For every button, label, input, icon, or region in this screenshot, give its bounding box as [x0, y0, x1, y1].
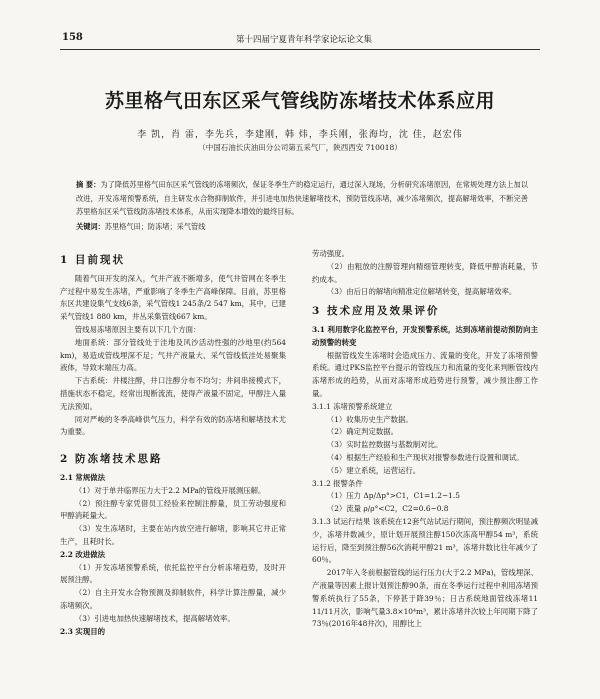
formula-line: （1）压力 Δp/Δp°>C1，C1=1.2~1.5	[326, 491, 460, 501]
section-heading: 2 防冻堵技术思路	[60, 453, 163, 466]
paragraph: （2）自主开发水合物预测及抑制软件，科学计算注醇量，减少冻堵频次。	[60, 588, 286, 610]
paragraph: （1）开发冻堵预警系统，依托监控平台分析冻堵趋势，及时开展预注醇。	[60, 562, 286, 585]
list-item: （5）建立系统，运营运行。	[326, 465, 421, 475]
paragraph: （3）发生冻堵时，主要在站内放空进行解堵，影响其它井正常生产，且耗时长。	[60, 524, 286, 546]
list-item: （3）实时监控数据与基数制对比。	[326, 440, 443, 450]
paragraph: 随着气田开发的深入，气井产液不断增多，使气井管网在冬季生产过程中易发生冻堵，严重影响了冬季生产高峰保障。目前，苏里格东区共建设集气支线6条，采气管线1 245条/2 547 km，其中，已建采气管线1 880 km，井丛采集管线667 km。	[60, 273, 286, 322]
keywords	[76, 222, 528, 232]
left-column	[60, 248, 286, 638]
subsubsection-heading: 3.1.1 冻堵预警系统建立	[312, 401, 393, 411]
paragraph: 下古系统：井楼注醇，井口注醇分布不均匀；井间串接模式下，措施状态不稳定，经常出现断流流，使得产液量不固定，甲醇注入量无法预知。	[60, 376, 286, 411]
paper-title: 苏里格气田东区采气管线防冻堵技术体系应用	[104, 90, 495, 112]
abstract-label: 摘 要：	[76, 180, 101, 189]
paragraph: 3.1.3 试运行结果 该系统在12套气站试运行期间，预注醇频次明显减少，冻堵井数减少，原计划开展预注醇150次冻高甲醇54 m³，系统运行后，降至到预注醇56次消耗甲醇21 m³，冻堵井数比往年减少了60％。	[312, 516, 538, 565]
list-item: （4）根据生产经验和生产现状对报警参数进行设置和调试。	[326, 452, 524, 462]
paragraph: （3）由后日的解堵向精准定位解堵转变，提高解堵效率。	[326, 287, 517, 297]
right-column	[312, 248, 538, 631]
formula-line: （2）流量 ρ/ρ°<C2，C2=0.6~0.8	[326, 504, 449, 514]
subsubsection-heading: 3.1.2 报警条件	[312, 478, 363, 488]
page-number: 158	[62, 32, 83, 43]
paragraph: 管线易冻堵原因主要有以下几个方面：	[74, 324, 201, 334]
affiliation: （中国石油长庆油田分公司第五采气厂，陕西西安 710018）	[198, 143, 402, 152]
subsection-heading: 2.1 常规做法	[60, 472, 105, 482]
paragraph: 2017年入冬前根据管线的运行压力(大于2.2 MPa)，管线埋深、产液量等因素上报计划预注醇90条，而在冬季运行过程中利用冻堵预警系统执行了55条，下停甚于降39％；日古系统地面管线冻堵11 11/11月次，影响气量3.8×10⁴m³，累计冻堵井次较上年同期下降了73％(2016年48井次)，用醇比上	[312, 568, 538, 629]
keywords-label: 关键词：	[76, 222, 105, 231]
header-rule	[60, 49, 540, 50]
subsection-heading: 3.1 利用数字化监控平台，开发预警系统，达到冻堵前提动预防向主动预警的转变	[312, 324, 538, 347]
subsection-heading: 2.2 改进做法	[60, 549, 105, 559]
section-heading: 3 技术应用及效果评价	[312, 305, 440, 318]
paragraph: 地面系统：部分管线处于洼地及风沙活动性强的沙地里(约564 km)，易造成管线埋深不足；气井产液量大、采气管线低洼处易聚集液体，导致末端压力高。	[60, 337, 286, 373]
journal-title: 第十四届宁夏青年科学家论坛论文集	[236, 35, 373, 45]
paragraph: （3）引进电加热快速解堵技术，提高解堵效率。	[74, 613, 235, 623]
abstract	[76, 178, 528, 219]
list-item: （2）确定判定数据。	[326, 427, 399, 437]
section-heading: 1 目前现状	[60, 254, 125, 266]
author-list: 李 凯，肖 雷，李先兵，李建刚，韩 炜，李兵刚，张海均，沈 佳，赵宏伟	[137, 130, 463, 140]
list-item: （1）收集历史生产数据。	[326, 414, 413, 424]
paragraph: （2）由粗放的注醇管理向精细管理转变，降低甲醇消耗量，节约成本。	[312, 261, 538, 284]
paragraph: （1）对于单井临界压力大于2.2 MPa的管线开展测压解。	[74, 485, 266, 495]
paragraph: （2）预注醇专家凭借员工经验来控制注醇量，员工劳动强度和甲醇消耗量大。	[60, 498, 286, 521]
paragraph: 同对严峻的冬季高峰供气压力，科学有效的防冻堵和解堵技术尤为重要。	[60, 414, 286, 437]
paragraph: 劳动强度。	[312, 249, 349, 258]
keywords-text: 苏里格气田；防冻堵；采气管线	[104, 222, 206, 231]
abstract-text: 为了降低苏里格气田东区采气管线的冻堵频次，保证冬季生产的稳定运行，通过深入现场，分析研究冻堵原因，在常规处理方法上加以改进，开发冻堵预警系统，自主研发水合物抑制软件，并引进电加热快速解堵技术，预防管线冻堵，减少冻堵频次，提高解堵效率，不断完善苏里格东区采气管线防冻堵技术体系，从而实现降本增效的最终目标。	[76, 180, 528, 216]
subsection-heading: 2.3 实现目的	[60, 626, 105, 636]
paragraph: 根据管线发生冻堵时会造成压力、流量的变化，开发了冻堵预警系统。通过PKS监控平台提示的管线压力和流量的变化来判断管线内冻堵形成的趋势，从而对冻堵形成趋势进行预警，减少预注醇工作量。	[312, 350, 538, 398]
